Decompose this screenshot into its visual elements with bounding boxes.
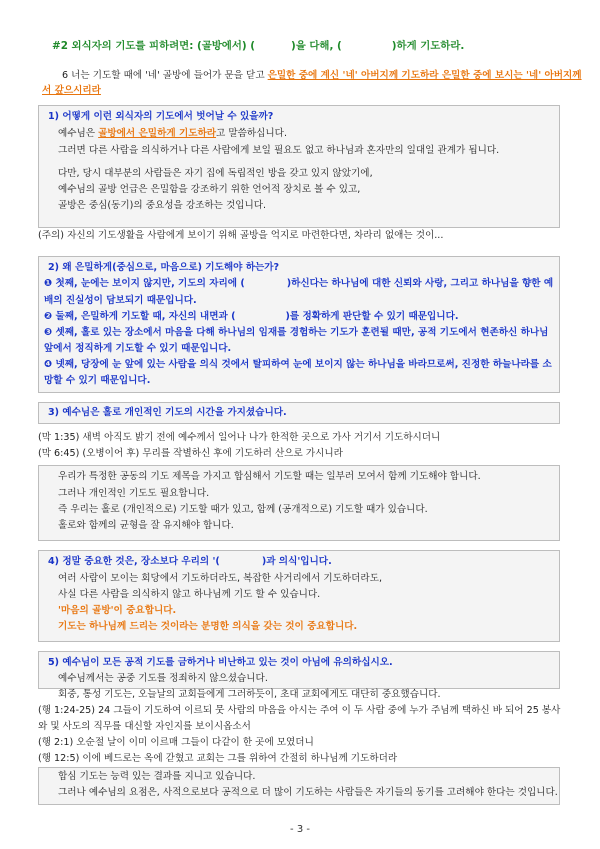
section-1-line: 그러면 다른 사람을 의식하거나 다른 사람에게 보일 필요도 없고 하나님과 혼자만의 일대일 관계가 됩니다. bbox=[58, 145, 500, 156]
scripture-reference: (막 1:35) 새벽 아직도 밝기 전에 예수께서 일어나 나가 한적한 곳으로 가사 거기서 기도하시더니 bbox=[38, 432, 441, 443]
section-2-item-1-cont: 배의 진실성이 담보되기 때문입니다. bbox=[44, 295, 197, 306]
section-3-line: 홀로와 함께의 균형을 잘 유지해야 합니다. bbox=[58, 520, 234, 531]
heading-part-1: #2 외식자의 기도를 피하려면: (골방에서) ( bbox=[52, 40, 255, 52]
section-1-line: 예수님은 골방에서 은밀하게 기도하라고 말씀하십니다. bbox=[58, 128, 287, 139]
section-3-line: 우리가 특정한 공동의 기도 제목을 가지고 합심해서 기도할 때는 일부러 모여서 함께 기도해야 합니다. bbox=[58, 471, 481, 482]
section-2-item-1: ❶ 첫째, 눈에는 보이지 않지만, 기도의 자리에 ( )하신다는 하나님에 대한 신뢰와 사랑, 그리고 하나님을 향한 예 bbox=[44, 278, 554, 289]
section-1-line: 예수님의 골방 언급은 은밀함을 강조하기 위한 언어적 장치로 볼 수 있고, bbox=[58, 184, 361, 195]
section-3-line: 그러나 개인적인 기도도 필요합니다. bbox=[58, 488, 210, 499]
section-2-item-2: ❷ 둘째, 은밀하게 기도할 때, 자신의 내면과 ( )를 정확하게 판단할 수 있기 때문입니다. bbox=[44, 311, 459, 322]
section-4-highlight: '마음의 골방'이 중요합니다. bbox=[58, 605, 177, 616]
section-1-highlight: 골방에서 은밀하게 기도하라 bbox=[98, 128, 217, 139]
section-1-note: (주의) 자신의 기도생활을 사람에게 보이기 위해 골방을 억지로 마련한다면, 차라리 없애는 것이... bbox=[38, 230, 444, 241]
section-1-line: 다만, 당시 대부분의 사람들은 자기 집에 독립적인 방을 갖고 있지 않았기에, bbox=[58, 168, 373, 179]
scripture-reference: (행 1:24-25) 24 그들이 기도하여 이르되 뭇 사람의 마음을 아시는 주여 이 두 사람 중에 누가 주님께 택하신 바 되어 25 봉사 bbox=[38, 705, 561, 716]
section-5-line: 합심 기도는 능력 있는 결과를 지니고 있습니다. bbox=[58, 771, 256, 782]
scripture-reference: (막 6:45) (오병이어 후) 무리를 작별하신 후에 기도하러 산으로 가시니라 bbox=[38, 448, 343, 459]
section-2-item-3: ❸ 셋째, 홀로 있는 장소에서 마음을 다해 하나님의 임재를 경험하는 기도가 훈련될 때만, 공적 기도에서 현존하신 하나님 bbox=[44, 327, 549, 338]
intro-verse-line-1: 6 너는 기도할 때에 '네' 골방에 들어가 문을 닫고 은밀한 중에 계신 '네' 아버지께 기도하라 은밀한 중에 보시는 '네' 아버지께 bbox=[62, 70, 582, 81]
section-3-title: 3) 예수님은 홀로 개인적인 기도의 시간을 가지셨습니다. bbox=[48, 407, 287, 418]
section-5-line: 예수님께서는 공중 기도를 정죄하지 않으셨습니다. bbox=[58, 673, 268, 684]
scripture-reference-cont: 와 및 사도의 직무를 대신할 자인지를 보이시옵소서 bbox=[38, 721, 251, 732]
section-5-line: 그러나 예수님의 요점은, 사적으로보다 공적으로 더 많이 기도하는 사람들은 자기들의 동기를 고려해야 한다는 것입니다. bbox=[58, 787, 558, 798]
section-heading bbox=[52, 39, 464, 55]
section-5-title: 5) 예수님이 모든 공적 기도를 금하거나 비난하고 있는 것이 아님에 유의하십시오. bbox=[48, 657, 393, 668]
heading-part-3: )하게 기도하라. bbox=[391, 40, 465, 52]
intro-highlight: 은밀한 중에 계신 '네' 아버지께 기도하라 은밀한 중에 보시는 '네' 아버지께 bbox=[267, 70, 582, 81]
section-4-title: 4) 정말 중요한 것은, 장소보다 우리의 '( )과 의식'입니다. bbox=[48, 556, 332, 567]
scripture-reference: (행 2:1) 오순절 날이 이미 이르매 그들이 다같이 한 곳에 모였더니 bbox=[38, 737, 314, 748]
section-1-title: 1) 어떻게 이런 외식자의 기도에서 벗어날 수 있을까? bbox=[48, 111, 274, 122]
section-4-line: 사실 다른 사람을 의식하지 않고 하나님께 기도 할 수 있습니다. bbox=[58, 589, 321, 600]
section-2-item-4-cont: 망할 수 있기 때문입니다. bbox=[44, 375, 151, 386]
section-4-highlight: 기도는 하나님께 드리는 것이라는 분명한 의식을 갖는 것이 중요합니다. bbox=[58, 621, 358, 632]
section-2-item-4: ❹ 넷째, 당장에 눈 앞에 있는 사람을 의식 것에서 탈피하여 눈에 보이지 않는 하나님을 바라므로써, 진정한 하늘나라를 소 bbox=[44, 359, 552, 370]
section-1-line: 골방은 중심(동기)의 중요성을 강조하는 것입니다. bbox=[58, 200, 267, 211]
intro-verse-line-2: 서 갚으시리라 bbox=[42, 85, 101, 96]
page-number: - 3 - bbox=[290, 824, 310, 835]
section-2-item-3-cont: 앞에서 정직하게 기도할 수 있기 때문입니다. bbox=[44, 343, 232, 354]
section-2-title: 2) 왜 은밀하게(중심으로, 마음으로) 기도해야 하는가? bbox=[48, 262, 280, 273]
section-5-line: 회중, 통성 기도는, 오늘날의 교회들에게 그러하듯이, 초대 교회에게도 대단히 중요했습니다. bbox=[58, 689, 441, 700]
scripture-reference: (행 12:5) 이에 베드로는 옥에 갇혔고 교회는 그를 위하여 간절히 하나님께 기도하더라 bbox=[38, 753, 398, 764]
heading-part-2: )을 다해, ( bbox=[290, 40, 342, 52]
section-3-line: 즉 우리는 홀로 (개인적으로) 기도할 때가 있고, 함께 (공개적으로) 기도할 때가 있습니다. bbox=[58, 504, 428, 515]
section-4-line: 여러 사람이 모이는 회당에서 기도하더라도, 복잡한 사거리에서 기도하더라도, bbox=[58, 573, 383, 584]
